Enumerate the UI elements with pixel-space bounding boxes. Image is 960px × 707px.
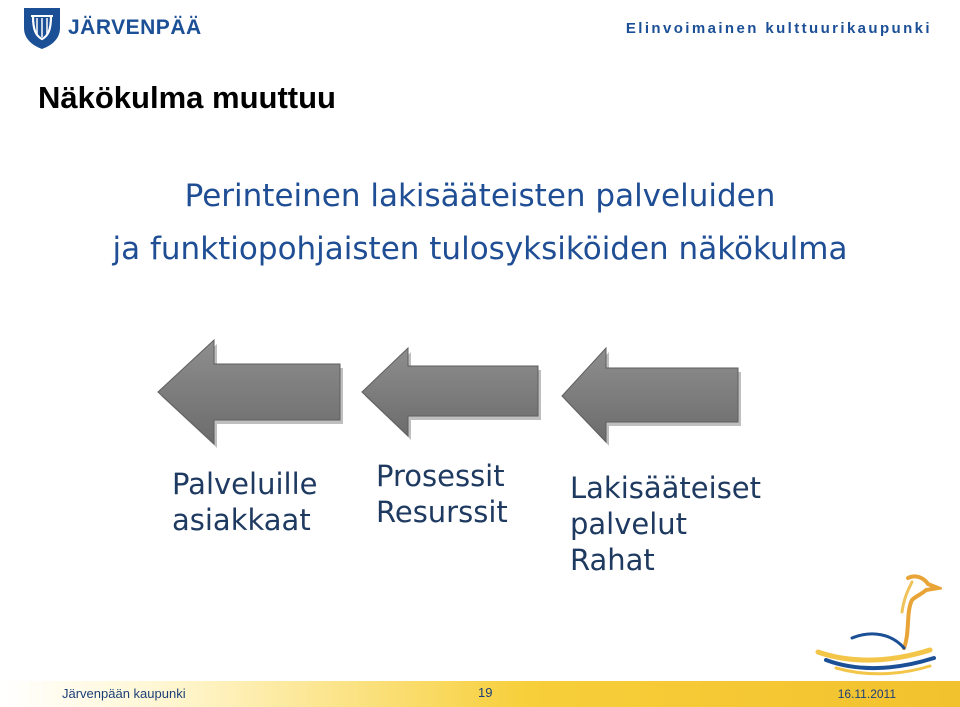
label-line: Resurssit [376,495,508,529]
logo-text: JÄRVENPÄÄ [68,16,202,39]
label-prosessit [376,458,508,530]
label-line: Lakisääteiset [570,471,762,505]
label-lakisaateiset [570,470,761,578]
left-arrow-icon [356,344,546,442]
slide-title: Näkökulma muuttuu [38,80,336,115]
label-line: Prosessit [376,459,505,493]
subtitle-line: Perinteinen lakisääteisten palveluiden [184,178,776,214]
subtitle-line: ja funktiopohjaisten tulosyksiköiden näkökulma [112,231,848,267]
bird-logo-icon [812,568,942,680]
left-arrow-icon [152,334,348,450]
slide-subtitle [40,170,920,276]
logo [22,6,202,50]
tagline: Elinvoimainen kulttuurikaupunki [625,20,932,37]
left-arrow-icon [556,344,746,448]
label-line: Palveluille [172,467,318,501]
coat-of-arms-icon [22,6,62,50]
label-line: asiakkaat [172,503,311,537]
label-line: Rahat [570,543,655,577]
page-number: 19 [478,685,493,700]
footer-date: 16.11.2011 [837,687,896,701]
label-palveluille [172,466,317,538]
footer-organization: Järvenpään kaupunki [62,686,186,701]
label-line: palvelut [570,507,688,541]
